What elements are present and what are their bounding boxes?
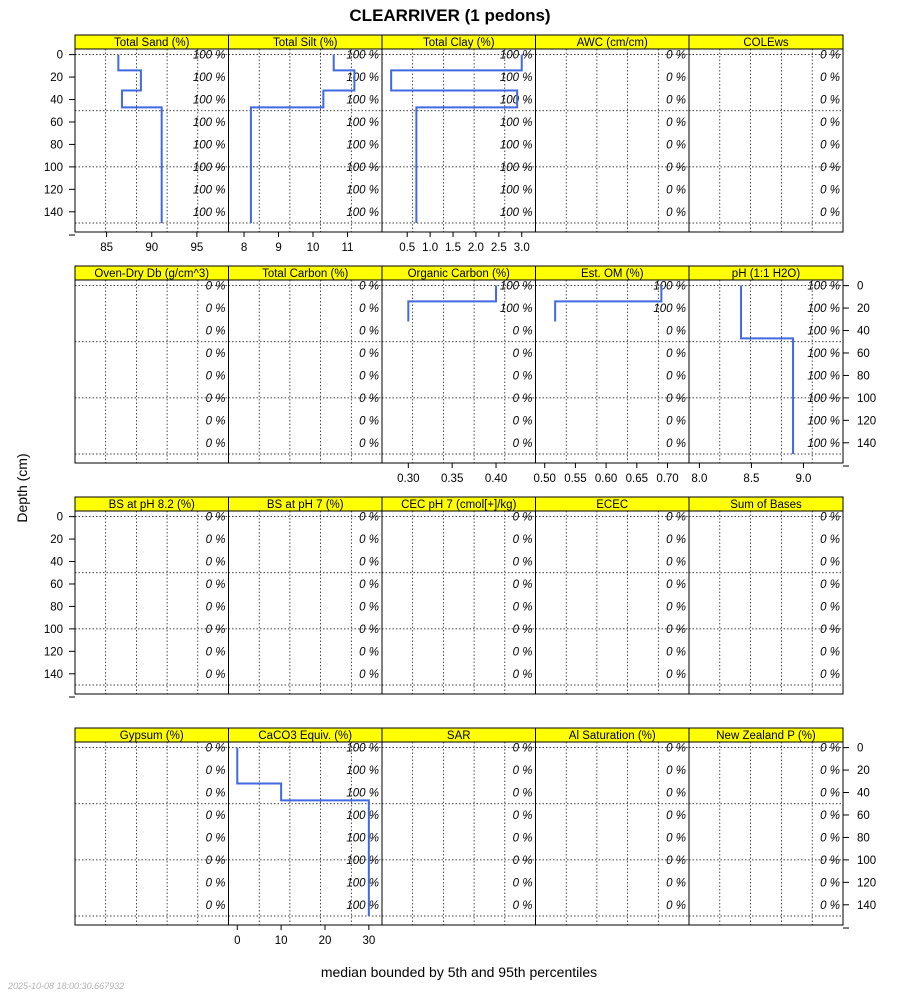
pct-label: 0 % bbox=[512, 556, 533, 569]
pct-label: 0 % bbox=[666, 437, 686, 450]
panel-0-2 bbox=[382, 35, 536, 232]
x-tick-label: 0.40 bbox=[484, 473, 508, 485]
pct-label: 0 % bbox=[666, 899, 686, 912]
profile-line bbox=[741, 286, 793, 454]
x-tick-label: 3.0 bbox=[513, 242, 530, 254]
pct-label: 0 % bbox=[820, 742, 840, 755]
pct-label: 0 % bbox=[205, 556, 226, 569]
x-tick-label: 0.55 bbox=[564, 473, 587, 485]
pct-label: 100 % bbox=[807, 280, 840, 293]
depth-tick-label: 100 bbox=[43, 623, 63, 636]
pct-label: 0 % bbox=[359, 534, 379, 547]
profile-line bbox=[555, 286, 661, 322]
panel-2-4 bbox=[689, 497, 843, 694]
pct-label: 0 % bbox=[512, 899, 533, 912]
panels-layer bbox=[44, 35, 876, 947]
depth-tick-label: 20 bbox=[50, 72, 63, 85]
strip-label: BS at pH 7 (%) bbox=[266, 499, 344, 511]
pct-label: 0 % bbox=[205, 765, 226, 778]
pct-label: 0 % bbox=[820, 646, 840, 659]
pct-label: 100 % bbox=[346, 765, 379, 778]
pct-label: 0 % bbox=[512, 347, 533, 360]
x-tick-label: 2.0 bbox=[467, 242, 484, 254]
strip-label: ECEC bbox=[596, 499, 629, 511]
depth-tick-label: 0 bbox=[857, 280, 864, 293]
pct-label: 0 % bbox=[359, 556, 379, 569]
pct-label: 100 % bbox=[499, 161, 533, 174]
x-tick-label: 10 bbox=[306, 242, 320, 254]
depth-tick-label: 0 bbox=[56, 511, 63, 524]
pct-label: 0 % bbox=[205, 437, 226, 450]
pct-label: 0 % bbox=[820, 161, 840, 174]
pct-label: 0 % bbox=[205, 668, 226, 681]
depth-tick-label: 140 bbox=[43, 668, 63, 681]
pct-label: 0 % bbox=[512, 601, 533, 614]
pct-label: 0 % bbox=[359, 415, 379, 428]
pct-label: 0 % bbox=[359, 623, 379, 636]
pct-label: 0 % bbox=[820, 184, 840, 197]
pct-label: 0 % bbox=[205, 809, 226, 822]
pct-label: 100 % bbox=[346, 72, 379, 85]
strip-label: COLEws bbox=[743, 37, 789, 49]
x-tick-label: 2.5 bbox=[490, 242, 507, 254]
pct-label: 100 % bbox=[807, 325, 840, 338]
depth-tick-label: 80 bbox=[857, 370, 870, 383]
pct-label: 100 % bbox=[192, 161, 226, 174]
pct-label: 0 % bbox=[205, 787, 226, 800]
pct-label: 0 % bbox=[820, 139, 840, 152]
panel-1-4 bbox=[689, 266, 843, 463]
pct-label: 0 % bbox=[666, 832, 686, 845]
depth-tick-label: 120 bbox=[43, 646, 63, 659]
pct-label: 100 % bbox=[499, 116, 533, 129]
panel-3-2 bbox=[382, 728, 536, 925]
x-tick-label: 0.30 bbox=[397, 473, 420, 485]
depth-tick-label: 120 bbox=[857, 877, 877, 890]
x-tick-label: 20 bbox=[318, 935, 332, 947]
strip-label: Al Saturation (%) bbox=[568, 730, 656, 742]
x-tick-label: 0.50 bbox=[533, 473, 556, 485]
profile-line bbox=[118, 55, 161, 223]
pct-label: 100 % bbox=[499, 49, 533, 62]
pct-label: 0 % bbox=[512, 534, 533, 547]
x-tick-label: 8.5 bbox=[743, 473, 760, 485]
strip-label: CEC pH 7 (cmol[+]/kg) bbox=[401, 499, 517, 511]
pct-label: 100 % bbox=[807, 370, 840, 383]
pct-label: 100 % bbox=[192, 206, 226, 219]
pct-label: 100 % bbox=[346, 161, 379, 174]
pct-label: 0 % bbox=[359, 646, 379, 659]
pct-label: 100 % bbox=[346, 49, 379, 62]
depth-tick-label: 80 bbox=[857, 832, 870, 845]
panel-1-0 bbox=[75, 266, 229, 463]
pct-label: 0 % bbox=[820, 854, 840, 867]
pct-label: 100 % bbox=[499, 280, 533, 293]
pct-label: 0 % bbox=[359, 511, 379, 524]
pct-label: 100 % bbox=[807, 347, 840, 360]
depth-tick-label: 20 bbox=[50, 534, 63, 547]
pct-label: 0 % bbox=[359, 303, 379, 316]
panel-0-4 bbox=[689, 35, 843, 232]
pct-label: 100 % bbox=[499, 139, 533, 152]
x-tick-label: 0.35 bbox=[440, 473, 464, 485]
strip-label: Est. OM (%) bbox=[580, 268, 644, 280]
pct-label: 0 % bbox=[666, 556, 686, 569]
pct-label: 0 % bbox=[205, 899, 226, 912]
panel-1-1 bbox=[229, 266, 383, 463]
pct-label: 100 % bbox=[192, 116, 226, 129]
pct-label: 0 % bbox=[512, 742, 533, 755]
x-tick-label: 8.0 bbox=[691, 473, 708, 485]
pct-label: 100 % bbox=[807, 303, 840, 316]
pct-label: 0 % bbox=[820, 116, 840, 129]
pct-label: 0 % bbox=[359, 347, 379, 360]
strip-label: pH (1:1 H2O) bbox=[731, 268, 801, 280]
panel-2-3 bbox=[536, 497, 690, 694]
pct-label: 0 % bbox=[205, 854, 226, 867]
strip-label: SAR bbox=[446, 730, 471, 742]
pct-label: 0 % bbox=[512, 392, 533, 405]
pct-label: 100 % bbox=[499, 303, 533, 316]
pct-label: 0 % bbox=[666, 415, 686, 428]
panel-0-1 bbox=[229, 35, 383, 232]
pct-label: 100 % bbox=[346, 809, 379, 822]
panel-0-3 bbox=[536, 35, 690, 232]
pct-label: 0 % bbox=[205, 303, 226, 316]
pct-label: 0 % bbox=[205, 392, 226, 405]
depth-tick-label: 60 bbox=[857, 809, 870, 822]
pct-label: 0 % bbox=[666, 116, 686, 129]
pct-label: 0 % bbox=[666, 646, 686, 659]
pct-label: 0 % bbox=[666, 184, 686, 197]
pct-label: 0 % bbox=[359, 668, 379, 681]
x-tick-label: 0.65 bbox=[625, 473, 649, 485]
panel-1-2 bbox=[382, 266, 536, 463]
pct-label: 0 % bbox=[820, 511, 840, 524]
pct-label: 0 % bbox=[512, 578, 533, 591]
pct-label: 100 % bbox=[346, 116, 379, 129]
pct-label: 0 % bbox=[666, 72, 686, 85]
panel-1-3 bbox=[536, 266, 690, 463]
pct-label: 0 % bbox=[820, 94, 840, 107]
pct-label: 0 % bbox=[666, 139, 686, 152]
x-tick-label: 85 bbox=[100, 242, 114, 254]
depth-tick-label: 40 bbox=[50, 556, 63, 569]
strip-label: Oven-Dry Db (g/cm^3) bbox=[94, 268, 210, 280]
pct-label: 0 % bbox=[666, 877, 686, 890]
strip-label: Total Clay (%) bbox=[422, 37, 495, 49]
depth-tick-label: 140 bbox=[857, 437, 877, 450]
depth-tick-label: 20 bbox=[857, 303, 870, 316]
pct-label: 0 % bbox=[205, 646, 226, 659]
depth-tick-label: 40 bbox=[50, 94, 63, 107]
pct-label: 100 % bbox=[192, 72, 226, 85]
depth-tick-label: 100 bbox=[857, 392, 877, 405]
pct-label: 100 % bbox=[346, 854, 379, 867]
pct-label: 0 % bbox=[205, 578, 226, 591]
x-tick-label: 0 bbox=[234, 935, 241, 947]
pct-label: 0 % bbox=[512, 623, 533, 636]
strip-label: Total Silt (%) bbox=[272, 37, 338, 49]
pct-label: 100 % bbox=[192, 49, 226, 62]
pct-label: 100 % bbox=[346, 899, 379, 912]
x-tick-label: 0.60 bbox=[594, 473, 618, 485]
pct-label: 0 % bbox=[512, 325, 533, 338]
depth-tick-label: 0 bbox=[56, 49, 63, 62]
pct-label: 100 % bbox=[192, 184, 226, 197]
pct-label: 0 % bbox=[205, 832, 226, 845]
pct-label: 100 % bbox=[807, 437, 840, 450]
pct-label: 0 % bbox=[666, 392, 686, 405]
pct-label: 0 % bbox=[205, 623, 226, 636]
depth-tick-label: 140 bbox=[43, 206, 63, 219]
panel-2-2 bbox=[382, 497, 536, 694]
depth-tick-label: 60 bbox=[857, 347, 870, 360]
pct-label: 0 % bbox=[512, 437, 533, 450]
pct-label: 0 % bbox=[205, 601, 226, 614]
strip-label: Total Carbon (%) bbox=[262, 268, 349, 280]
profile-line bbox=[251, 55, 354, 223]
pct-label: 0 % bbox=[359, 325, 379, 338]
depth-tick-label: 60 bbox=[50, 116, 63, 129]
pct-label: 0 % bbox=[820, 72, 840, 85]
pct-label: 0 % bbox=[666, 668, 686, 681]
depth-tick-label: 80 bbox=[50, 139, 63, 152]
panel-3-1 bbox=[229, 728, 383, 925]
depth-tick-label: 120 bbox=[857, 415, 877, 428]
pct-label: 0 % bbox=[512, 809, 533, 822]
pct-label: 0 % bbox=[820, 809, 840, 822]
x-tick-label: 8 bbox=[240, 242, 248, 254]
pct-label: 0 % bbox=[666, 161, 686, 174]
pct-label: 100 % bbox=[499, 206, 533, 219]
x-tick-label: 10 bbox=[274, 935, 288, 947]
strip-label: AWC (cm/cm) bbox=[576, 37, 648, 49]
strip-label: Total Sand (%) bbox=[114, 37, 190, 49]
pct-label: 0 % bbox=[666, 854, 686, 867]
pct-label: 0 % bbox=[666, 347, 686, 360]
pct-label: 0 % bbox=[666, 534, 686, 547]
depth-tick-label: 140 bbox=[857, 899, 877, 912]
x-tick-label: 0.5 bbox=[399, 242, 416, 254]
pct-label: 0 % bbox=[820, 899, 840, 912]
pct-label: 0 % bbox=[205, 325, 226, 338]
pct-label: 0 % bbox=[820, 877, 840, 890]
pct-label: 0 % bbox=[512, 787, 533, 800]
pct-label: 0 % bbox=[820, 787, 840, 800]
pct-label: 0 % bbox=[666, 809, 686, 822]
depth-tick-label: 0 bbox=[857, 742, 864, 755]
pct-label: 0 % bbox=[666, 49, 686, 62]
x-tick-label: 0.70 bbox=[656, 473, 679, 485]
x-tick-label: 9 bbox=[275, 242, 282, 254]
pct-label: 0 % bbox=[359, 370, 379, 383]
x-axis-label: median bounded by 5th and 95th percentiles bbox=[320, 964, 598, 980]
pct-label: 0 % bbox=[666, 578, 686, 591]
chart-title: CLEARRIVER (1 pedons) bbox=[349, 6, 551, 25]
pct-label: 100 % bbox=[346, 742, 379, 755]
pct-label: 0 % bbox=[666, 511, 686, 524]
pct-label: 0 % bbox=[512, 765, 533, 778]
x-tick-label: 1.5 bbox=[445, 242, 462, 254]
depth-tick-label: 100 bbox=[43, 161, 63, 174]
x-tick-label: 9.0 bbox=[795, 473, 812, 485]
pct-label: 0 % bbox=[205, 534, 226, 547]
pct-label: 0 % bbox=[666, 206, 686, 219]
pct-label: 0 % bbox=[512, 370, 533, 383]
pct-label: 0 % bbox=[666, 742, 686, 755]
pct-label: 0 % bbox=[205, 415, 226, 428]
pct-label: 100 % bbox=[192, 94, 226, 107]
x-tick-label: 90 bbox=[145, 242, 159, 254]
pct-label: 100 % bbox=[499, 72, 533, 85]
pct-label: 100 % bbox=[807, 415, 840, 428]
panel-3-0 bbox=[75, 728, 229, 925]
strip-label: Organic Carbon (%) bbox=[407, 268, 510, 280]
pct-label: 100 % bbox=[499, 94, 533, 107]
pct-label: 100 % bbox=[807, 392, 840, 405]
panel-3-3 bbox=[536, 728, 690, 925]
pct-label: 100 % bbox=[346, 787, 379, 800]
pct-label: 0 % bbox=[359, 437, 379, 450]
pct-label: 0 % bbox=[359, 601, 379, 614]
pct-label: 0 % bbox=[666, 601, 686, 614]
pct-label: 0 % bbox=[512, 877, 533, 890]
pct-label: 0 % bbox=[205, 280, 226, 293]
pct-label: 0 % bbox=[820, 206, 840, 219]
x-tick-label: 95 bbox=[190, 242, 204, 254]
strip-label: BS at pH 8.2 (%) bbox=[108, 499, 195, 511]
pct-label: 0 % bbox=[359, 578, 379, 591]
strip-label: Sum of Bases bbox=[730, 499, 802, 511]
pct-label: 0 % bbox=[820, 556, 840, 569]
pct-label: 0 % bbox=[205, 877, 226, 890]
depth-tick-label: 120 bbox=[43, 184, 63, 197]
strip-label: CaCO3 Equiv. (%) bbox=[258, 730, 353, 742]
pct-label: 100 % bbox=[499, 184, 533, 197]
pct-label: 100 % bbox=[346, 94, 379, 107]
pct-label: 100 % bbox=[346, 832, 379, 845]
pct-label: 0 % bbox=[820, 623, 840, 636]
pct-label: 0 % bbox=[359, 280, 379, 293]
pct-label: 0 % bbox=[820, 534, 840, 547]
pct-label: 100 % bbox=[346, 139, 379, 152]
pct-label: 0 % bbox=[512, 832, 533, 845]
pct-label: 100 % bbox=[346, 877, 379, 890]
pct-label: 100 % bbox=[346, 206, 379, 219]
panel-2-1 bbox=[229, 497, 383, 694]
pct-label: 0 % bbox=[512, 668, 533, 681]
pct-label: 100 % bbox=[346, 184, 379, 197]
pct-label: 0 % bbox=[205, 370, 226, 383]
y-axis-label: Depth (cm) bbox=[14, 453, 30, 523]
pct-label: 0 % bbox=[666, 370, 686, 383]
pct-label: 0 % bbox=[512, 646, 533, 659]
profile-line bbox=[408, 286, 496, 322]
panel-0-0 bbox=[75, 35, 229, 232]
pct-label: 0 % bbox=[666, 623, 686, 636]
strip-label: Gypsum (%) bbox=[119, 730, 184, 742]
pct-label: 0 % bbox=[820, 601, 840, 614]
pct-label: 0 % bbox=[205, 742, 226, 755]
pct-label: 0 % bbox=[820, 832, 840, 845]
panel-3-4 bbox=[689, 728, 843, 925]
pct-label: 0 % bbox=[512, 415, 533, 428]
pct-label: 0 % bbox=[359, 392, 379, 405]
strip-label: New Zealand P (%) bbox=[716, 730, 816, 742]
pct-label: 0 % bbox=[512, 511, 533, 524]
depth-tick-label: 80 bbox=[50, 601, 63, 614]
depth-tick-label: 60 bbox=[50, 578, 63, 591]
pct-label: 0 % bbox=[666, 765, 686, 778]
pct-label: 100 % bbox=[653, 280, 686, 293]
panel-2-0 bbox=[75, 497, 229, 694]
pct-label: 0 % bbox=[820, 668, 840, 681]
pct-label: 0 % bbox=[820, 765, 840, 778]
x-tick-label: 30 bbox=[362, 935, 376, 947]
depth-tick-label: 40 bbox=[857, 787, 870, 800]
depth-tick-label: 20 bbox=[857, 765, 870, 778]
pct-label: 100 % bbox=[653, 303, 686, 316]
pct-label: 0 % bbox=[512, 854, 533, 867]
x-tick-label: 11 bbox=[341, 242, 354, 254]
pct-label: 0 % bbox=[666, 787, 686, 800]
pct-label: 0 % bbox=[205, 347, 226, 360]
pct-label: 100 % bbox=[192, 139, 226, 152]
pct-label: 0 % bbox=[820, 578, 840, 591]
pct-label: 0 % bbox=[205, 511, 226, 524]
timestamp: 2025-10-08 18:00:30.667932 bbox=[8, 981, 125, 991]
depth-tick-label: 40 bbox=[857, 325, 870, 338]
pct-label: 0 % bbox=[666, 94, 686, 107]
pct-label: 0 % bbox=[666, 325, 686, 338]
x-tick-label: 1.0 bbox=[422, 242, 439, 254]
pct-label: 0 % bbox=[820, 49, 840, 62]
depth-tick-label: 100 bbox=[857, 854, 877, 867]
